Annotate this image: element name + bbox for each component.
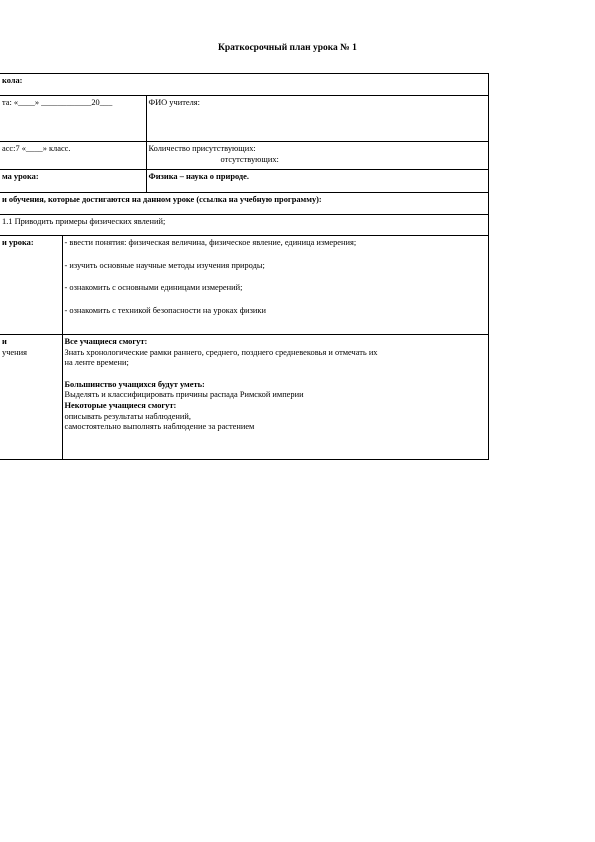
- present-label: Количество присутствующих:: [148, 144, 256, 153]
- goals-heading-cell: [0, 193, 488, 215]
- outcomes-most-text: Выделять и классифицировать причины распада Римской империи: [64, 390, 304, 400]
- page-title: Краткосрочный план урока № 1: [218, 43, 357, 53]
- school-cell: [0, 74, 488, 96]
- lesson-goals-label: и урока:: [2, 238, 34, 247]
- row-program-goal: [0, 215, 488, 236]
- date-cell: [0, 96, 146, 142]
- topic-value: Физика – наука о природе.: [148, 172, 249, 181]
- row-lesson-goals: [0, 236, 488, 335]
- outcomes-all-text: на ленте времени;: [64, 358, 129, 368]
- lesson-goal-item: - ввести понятия: физическая величина, физическое явление, единица измерения;: [64, 238, 357, 247]
- attendance-cell: [146, 142, 488, 170]
- goals-heading: и обучения, которые достигаются на данном уроке (ссылка на учебную программу):: [2, 195, 322, 204]
- row-class: [0, 142, 488, 170]
- row-topic: [0, 170, 488, 193]
- outcomes-some-text: самостоятельно выполнять наблюдение за растением: [64, 422, 255, 432]
- outcomes-label-line2: учения: [2, 347, 27, 357]
- program-goal-cell: [0, 215, 488, 236]
- topic-label-cell: [0, 170, 146, 193]
- outcomes-most-heading: Большинство учащихся будут уметь:: [64, 379, 205, 389]
- outcomes-all-heading: Все учащиеся смогут:: [64, 337, 148, 346]
- topic-value-cell: [146, 170, 488, 193]
- class-cell: [0, 142, 146, 170]
- row-date: [0, 96, 488, 142]
- school-label: кола:: [2, 76, 23, 85]
- teacher-cell: [146, 96, 488, 142]
- lesson-goal-item: - ознакомить с техникой безопасности на уроках физики: [64, 305, 266, 315]
- outcomes-label-line1: и: [2, 337, 7, 346]
- outcomes-content-cell: [62, 335, 488, 460]
- row-outcomes: [0, 335, 488, 460]
- row-goals-heading: [0, 193, 488, 215]
- lesson-goals-label-cell: [0, 236, 62, 335]
- outcomes-label-cell: [0, 335, 62, 460]
- lesson-plan-table: [0, 73, 489, 460]
- lesson-goal-item: - изучить основные научные методы изучения природы;: [64, 260, 265, 270]
- lesson-goals-list-cell: [62, 236, 488, 335]
- program-goal-text: 1.1 Приводить примеры физических явлений;: [2, 217, 166, 226]
- absent-label: отсутствующих:: [220, 154, 279, 164]
- outcomes-some-heading: Некоторые учащиеся смогут:: [64, 400, 177, 410]
- teacher-label: ФИО учителя:: [148, 98, 200, 107]
- outcomes-some-text: описывать результаты наблюдений,: [64, 411, 191, 421]
- date-label: та: «____» ____________20___: [2, 98, 113, 107]
- class-label: асс:7 «____» класс.: [2, 144, 71, 153]
- lesson-goal-item: - ознакомить с основными единицами измерений;: [64, 283, 243, 293]
- outcomes-all-text: Знать хронологические рамки раннего, среднего, позднего средневековья и отмечать их: [64, 347, 378, 357]
- row-school: [0, 74, 488, 96]
- topic-label: ма урока:: [2, 172, 39, 181]
